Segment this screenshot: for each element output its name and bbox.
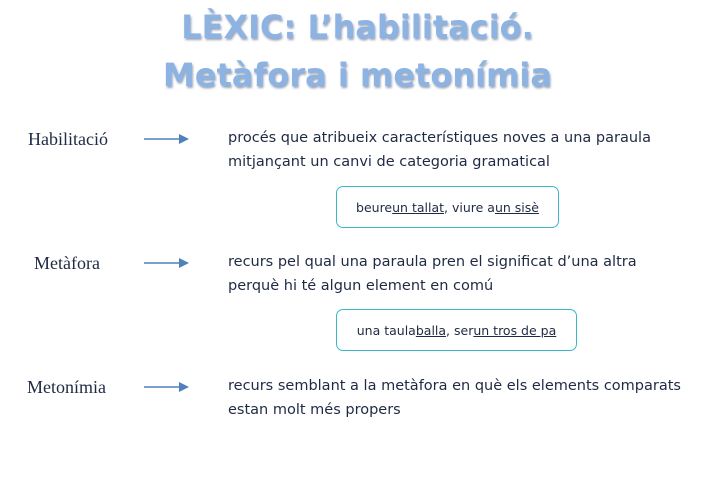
term-metonimia: Metonímia (27, 377, 106, 397)
page-title-line-1: LÈXIC: L’habilitació. (181, 8, 534, 46)
arrow-right-icon (144, 257, 190, 269)
definition-line: recurs pel qual una paraula pren el significat d’una altra (228, 254, 637, 270)
term-metafora: Metàfora (34, 253, 100, 273)
example-text: , ser (446, 322, 474, 338)
definition-line: perquè hi té algun element en comú (228, 278, 494, 294)
arrow-right-icon (144, 381, 190, 393)
definition-line: recurs semblant a la metàfora en què els elements comparats (228, 378, 681, 394)
definition-line: estan molt més propers (228, 402, 401, 418)
term-habilitacio: Habilitació (28, 129, 108, 149)
definition-metafora (228, 250, 698, 298)
example-underlined: un tallat (392, 199, 445, 215)
definition-line: procés que atribueix característiques noves a una paraula (228, 130, 651, 146)
example-text: una taula (356, 322, 416, 338)
example-text: , viure a (444, 199, 495, 215)
page-title-line-2: Metàfora i metonímia (163, 56, 552, 94)
example-underlined: un tros de pa (473, 322, 557, 338)
definition-habilitacio (228, 126, 698, 174)
definition-metonimia (228, 374, 698, 422)
arrow-right-icon (144, 133, 190, 145)
example-text: beure (356, 199, 393, 215)
example-box-habilitacio (336, 186, 559, 228)
example-underlined: balla (415, 322, 447, 338)
definition-line: mitjançant un canvi de categoria gramatical (228, 154, 550, 170)
example-box-metafora (336, 309, 577, 351)
example-underlined: un sisè (494, 199, 539, 215)
